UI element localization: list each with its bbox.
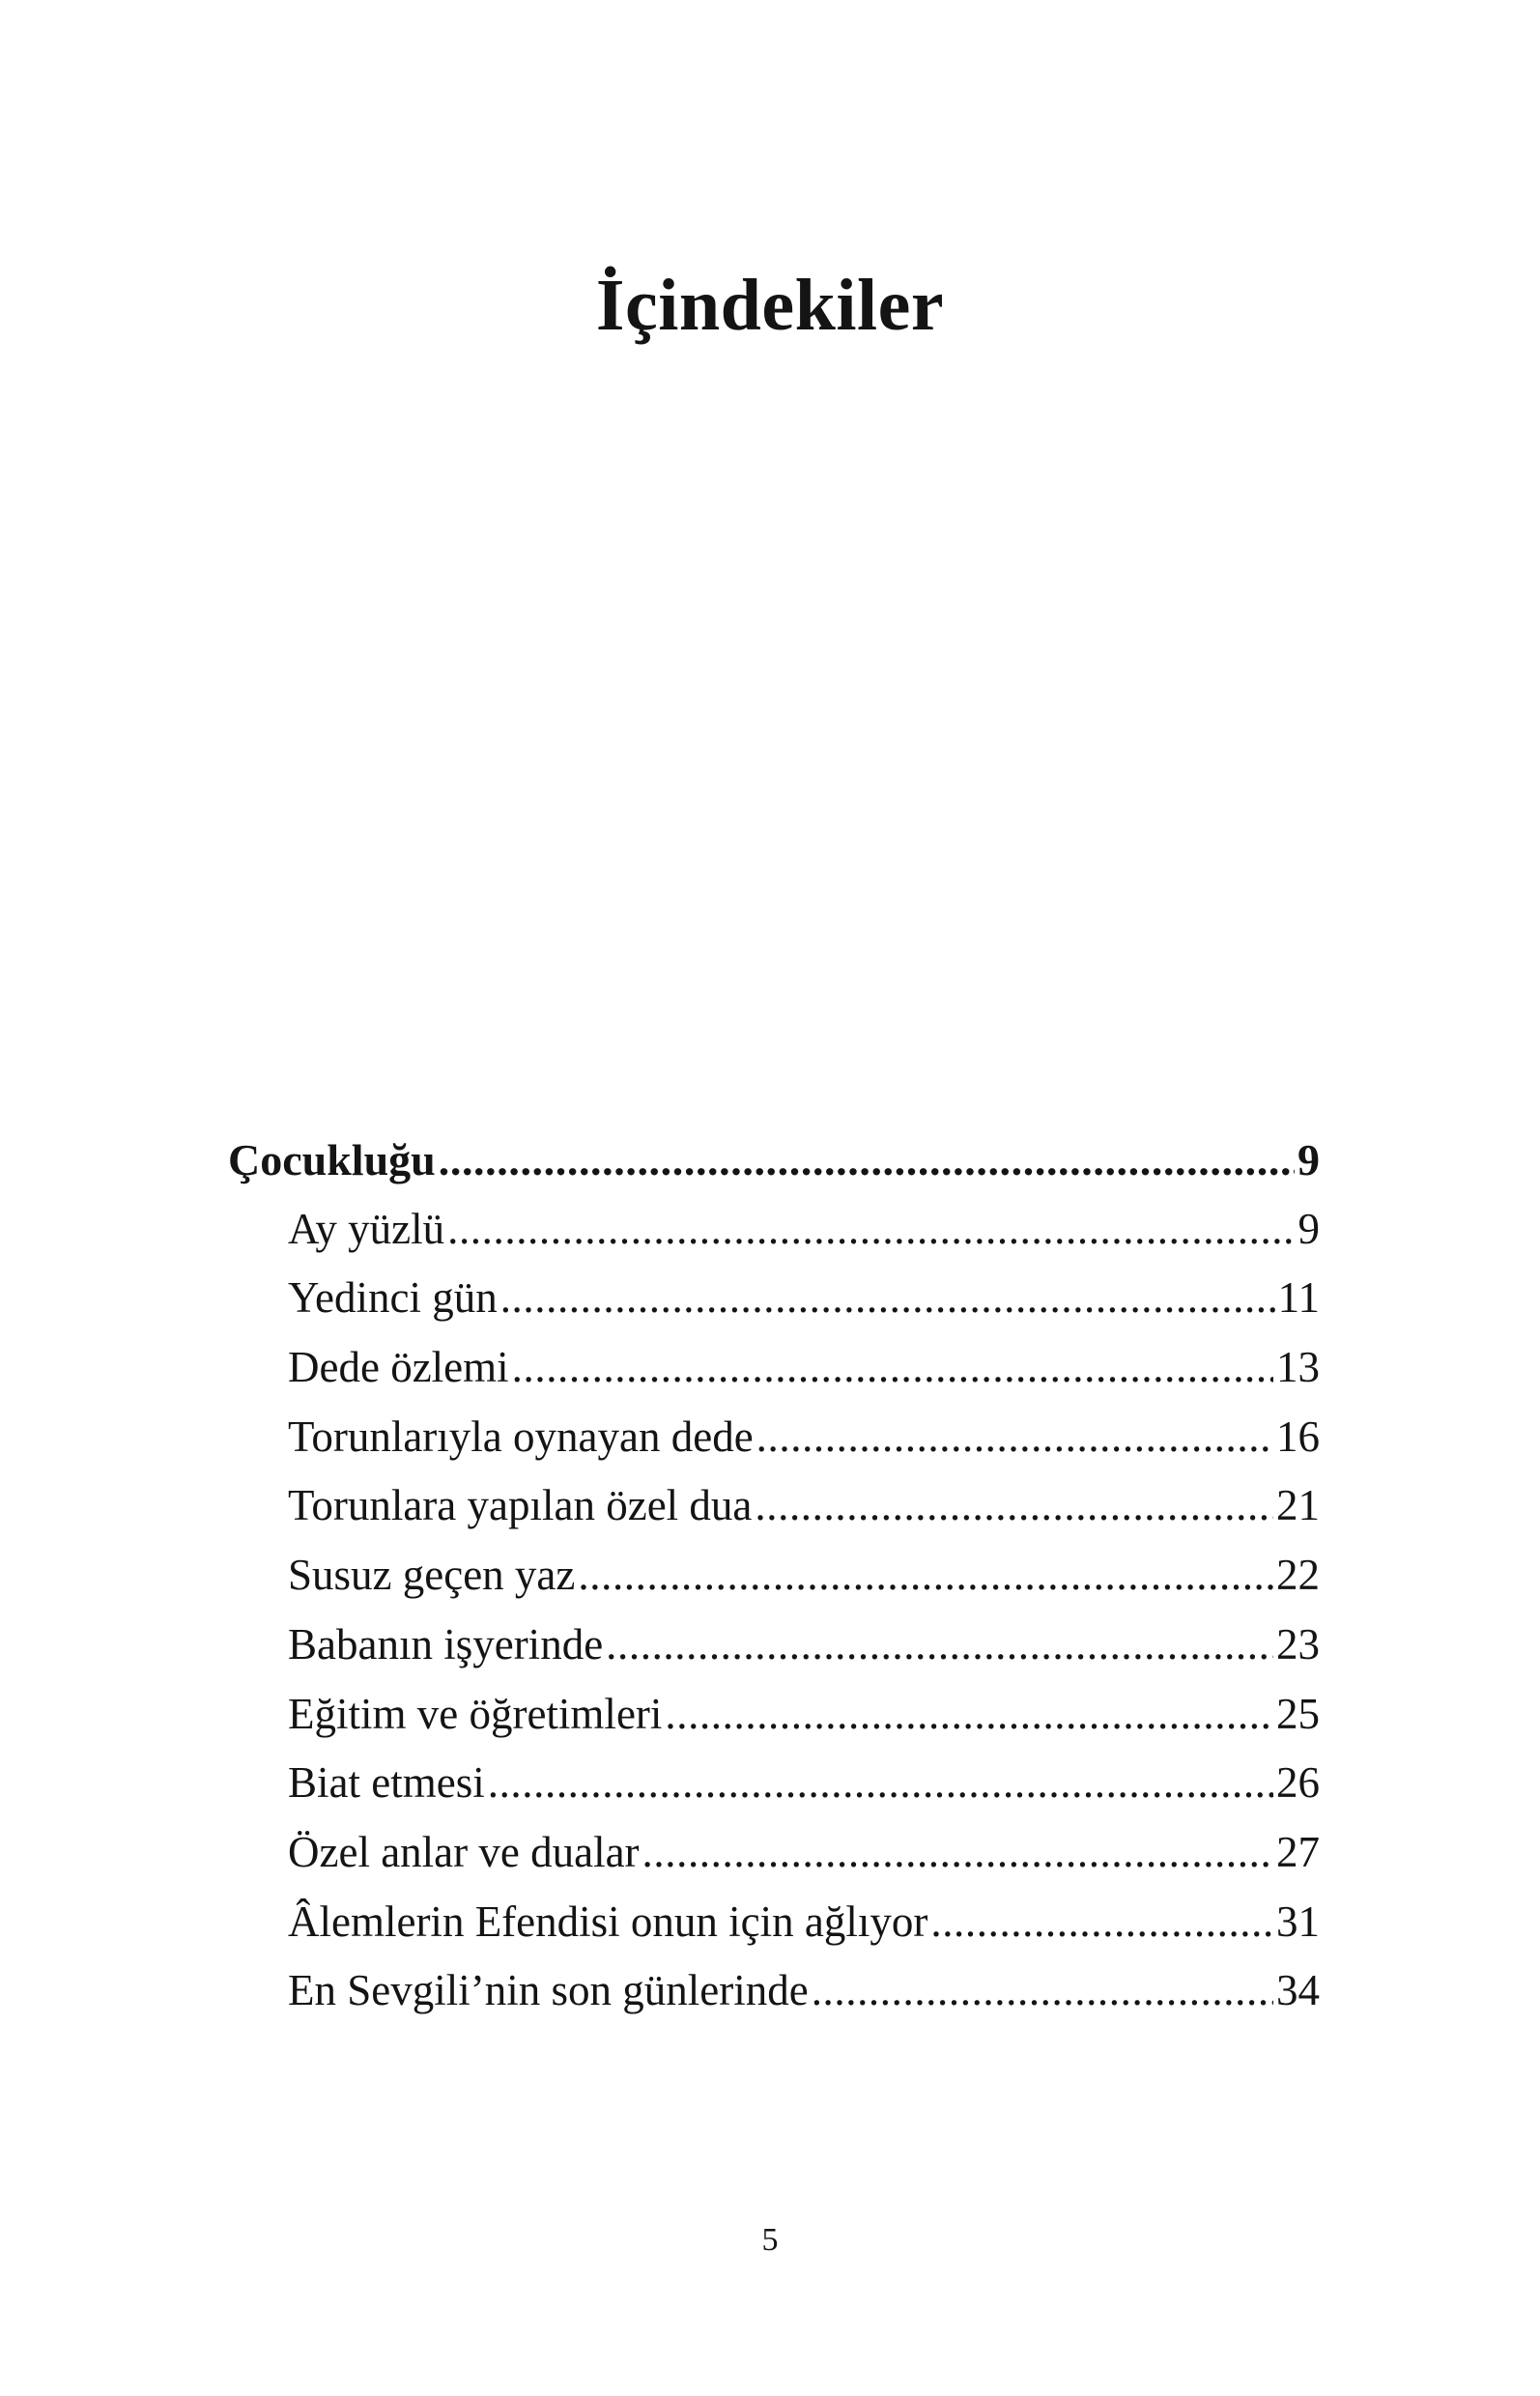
toc-entry[interactable] xyxy=(228,1333,1320,1403)
toc-leader-dots xyxy=(755,1471,1273,1541)
toc-entry-label: Âlemlerin Efendisi onun için ağlıyor xyxy=(288,1897,928,1946)
page-number: 5 xyxy=(761,2222,779,2258)
toc-entry-label: Torunlarıyla oynayan dede xyxy=(288,1412,754,1461)
toc-entry-page: 34 xyxy=(1276,1966,1320,2015)
toc-entry-label: Yedinci gün xyxy=(288,1273,498,1323)
toc-leader-dots xyxy=(665,1680,1273,1750)
toc-entry[interactable] xyxy=(228,1888,1320,1957)
toc-entry-page: 27 xyxy=(1276,1827,1320,1876)
toc-entry-label: Ay yüzlü xyxy=(288,1204,445,1253)
table-of-contents xyxy=(228,1126,1320,2026)
toc-entry[interactable] xyxy=(228,1818,1320,1888)
toc-entry[interactable] xyxy=(228,1680,1320,1750)
toc-entry[interactable] xyxy=(228,1541,1320,1611)
toc-leader-dots xyxy=(488,1749,1273,1818)
toc-entry-page: 21 xyxy=(1276,1481,1320,1530)
toc-entry-label: Babanın işyerinde xyxy=(288,1619,604,1669)
toc-entry-page: 23 xyxy=(1276,1619,1320,1669)
toc-entry[interactable] xyxy=(228,1403,1320,1472)
toc-entry-label: Biat etmesi xyxy=(288,1758,485,1808)
toc-entry-page: 26 xyxy=(1276,1758,1320,1808)
toc-entry-label: Dede özlemi xyxy=(288,1343,509,1392)
toc-leader-dots xyxy=(500,1264,1275,1333)
toc-section-page: 9 xyxy=(1298,1135,1320,1184)
toc-entry-page: 9 xyxy=(1298,1204,1320,1253)
toc-leader-dots xyxy=(578,1541,1273,1611)
toc-entry-label: Torunlara yapılan özel dua xyxy=(288,1481,753,1530)
toc-leader-dots xyxy=(439,1126,1295,1195)
toc-leader-dots xyxy=(642,1818,1273,1888)
toc-leader-dots xyxy=(606,1611,1273,1680)
toc-entry-page: 31 xyxy=(1276,1897,1320,1946)
toc-entry-page: 16 xyxy=(1276,1412,1320,1461)
toc-leader-dots xyxy=(512,1333,1273,1403)
toc-entry-label: Susuz geçen yaz xyxy=(288,1551,576,1600)
page-title: İçindekiler xyxy=(595,265,945,346)
toc-entry-label: Eğitim ve öğretimleri xyxy=(288,1689,663,1738)
toc-leader-dots xyxy=(756,1403,1273,1472)
toc-entry[interactable] xyxy=(228,1195,1320,1265)
toc-entry[interactable] xyxy=(228,1611,1320,1680)
toc-leader-dots xyxy=(930,1888,1273,1957)
toc-entry-page: 25 xyxy=(1276,1689,1320,1738)
toc-leader-dots xyxy=(812,1956,1273,2026)
toc-entry-label: Özel anlar ve dualar xyxy=(288,1827,640,1876)
toc-section-row[interactable] xyxy=(228,1126,1320,1195)
toc-entry-page: 22 xyxy=(1276,1551,1320,1600)
toc-entry[interactable] xyxy=(228,1471,1320,1541)
toc-leader-dots xyxy=(447,1195,1295,1265)
toc-entry[interactable] xyxy=(228,1749,1320,1818)
toc-entry-page: 11 xyxy=(1277,1273,1320,1323)
toc-entry[interactable] xyxy=(228,1264,1320,1333)
toc-section-label: Çocukluğu xyxy=(228,1135,436,1184)
toc-entry-label: En Sevgili’nin son günlerinde xyxy=(288,1966,809,2015)
toc-entry-page: 13 xyxy=(1276,1343,1320,1392)
toc-entry[interactable] xyxy=(228,1956,1320,2026)
